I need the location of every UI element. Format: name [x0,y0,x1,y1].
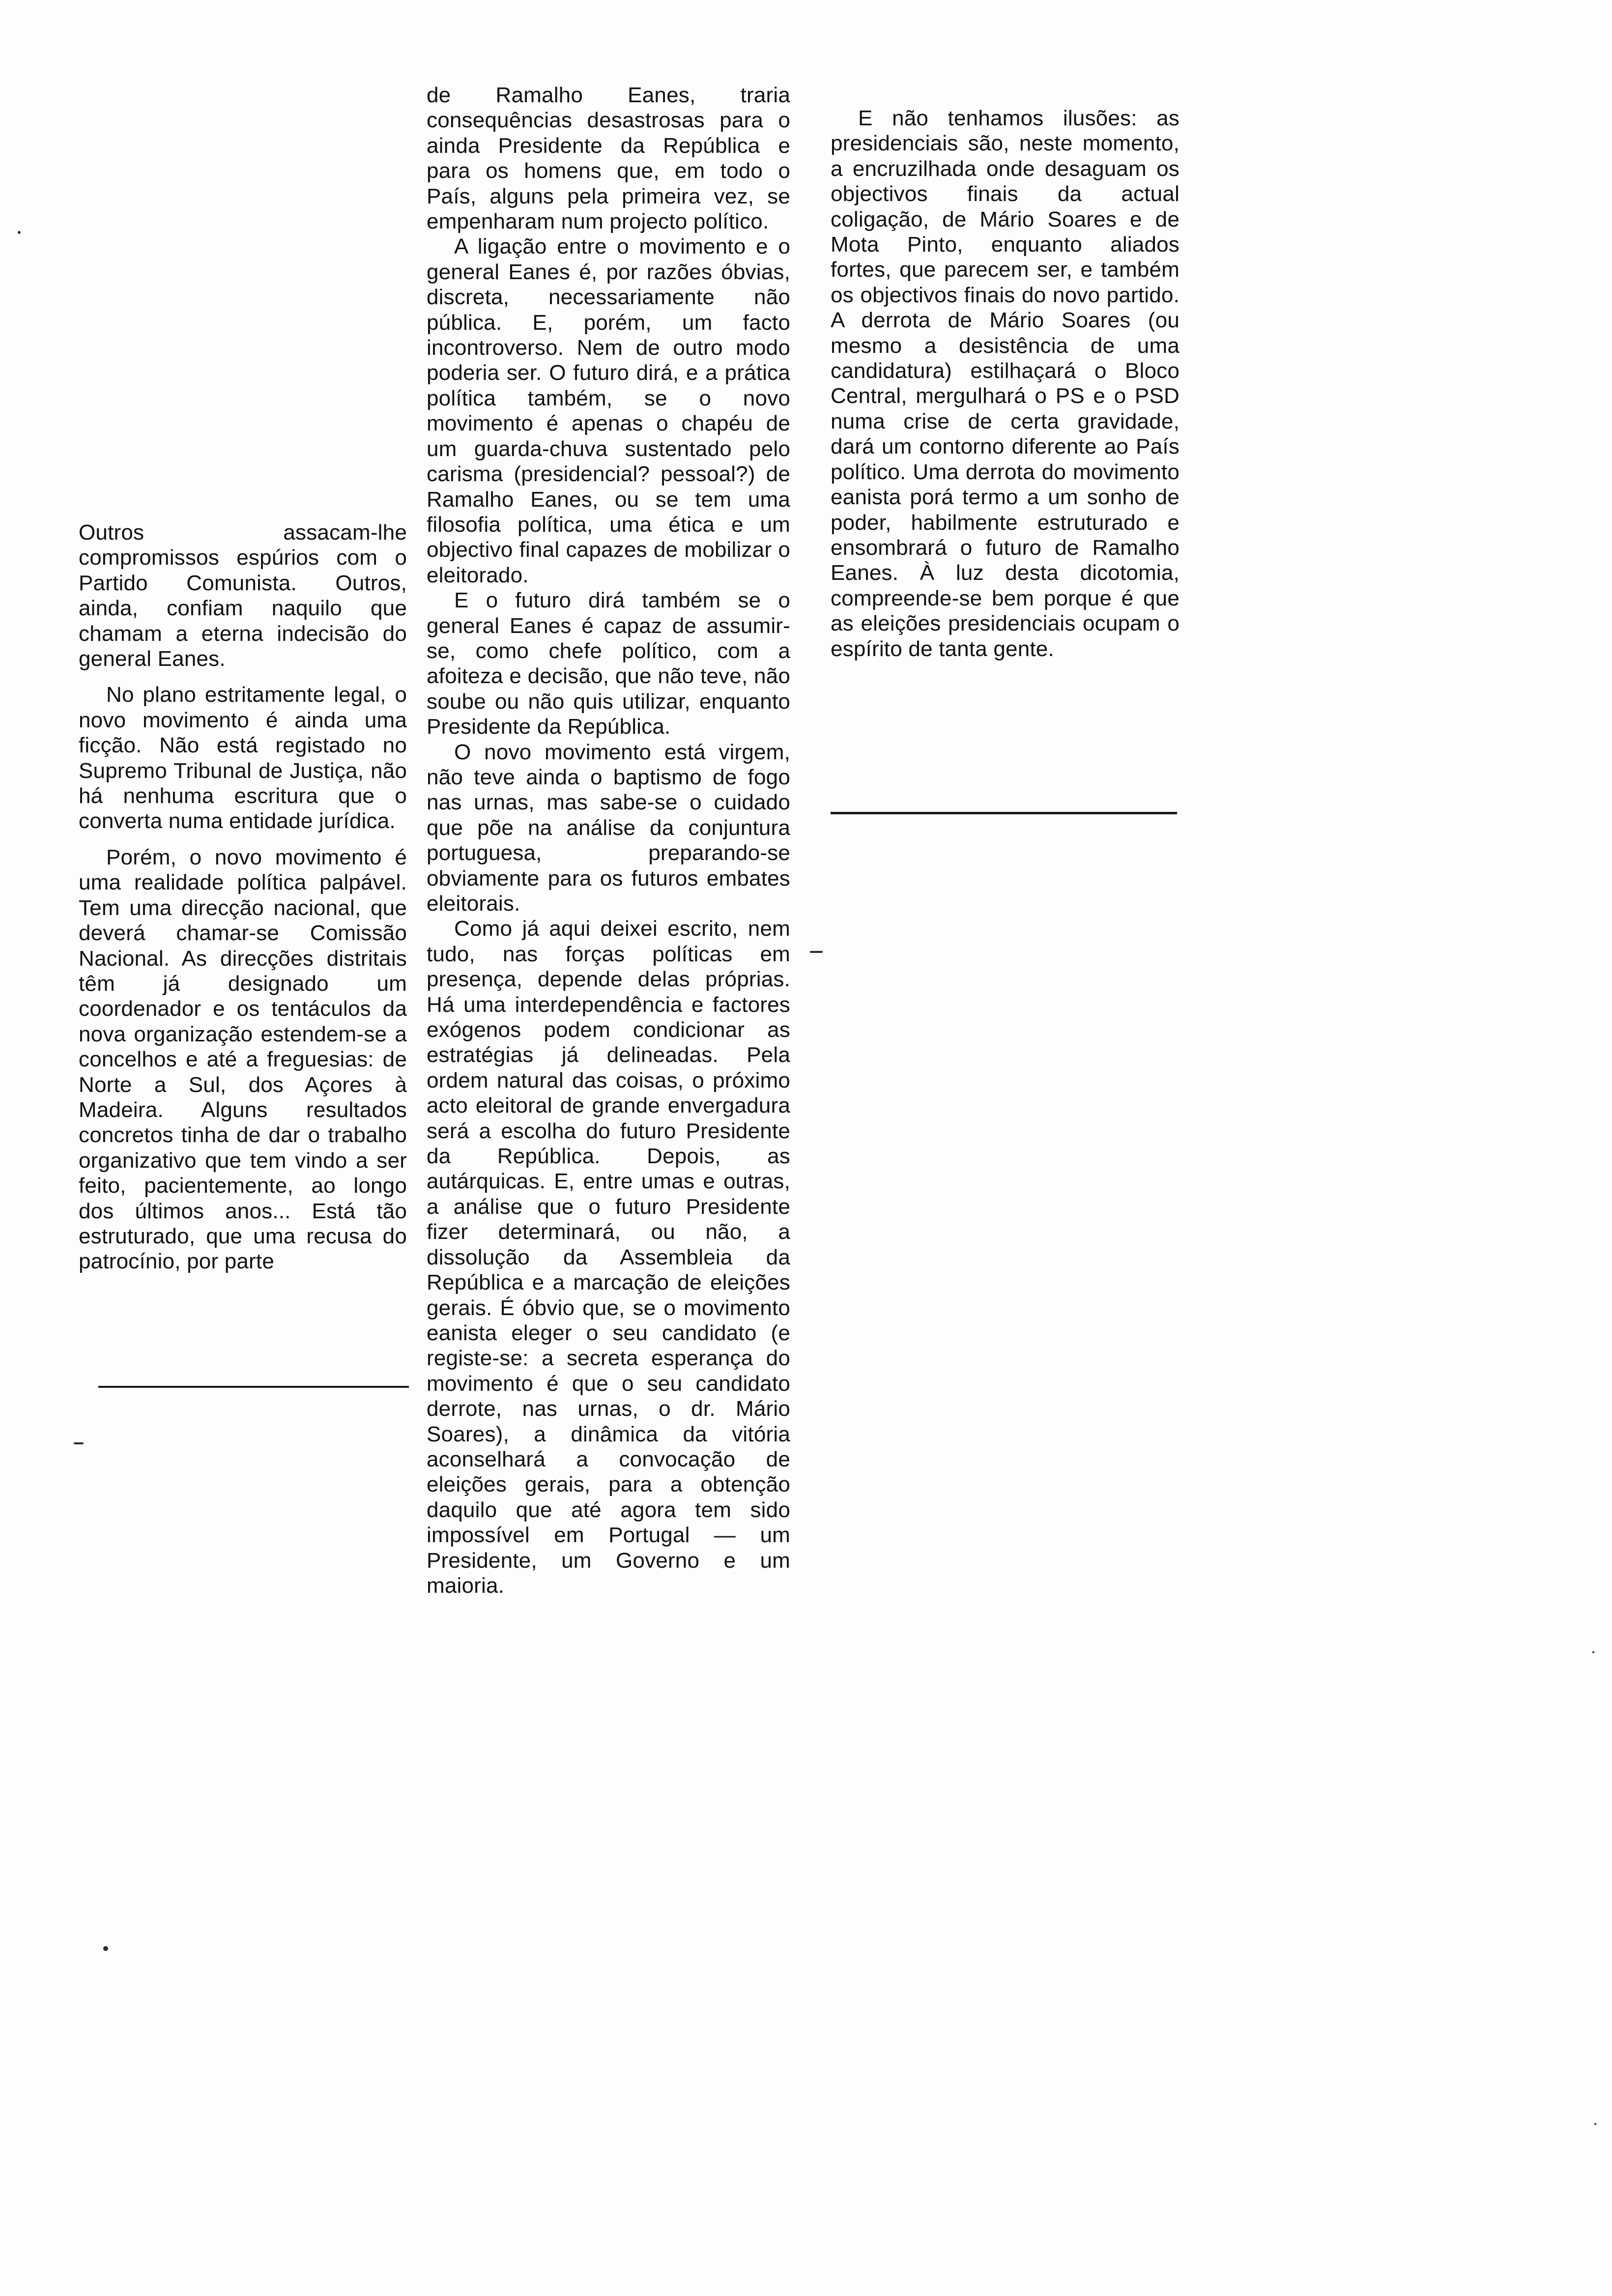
paragraph: E não tenhamos ilusões: as presidenciais são, neste momento, a encruzilhada onde desaguam os objectivos finais da actual coligação, de Mário Soares e de Mota Pinto, enquanto aliados fortes, que parecem ser, e também os objectivos finais do novo partido. A derrota de Mário Soares (ou mesmo a desistência de uma candidatura) estilhaçará o Bloco Central, mergulhará o PS e o PSD numa crise de certa gravidade, dará um contorno diferente ao País político. Uma derrota do movimento eanista porá termo a um sonho de poder, habilmente estruturado e ensombrará o futuro de Ramalho Eanes. À luz desta dicotomia, compreende-se bem porque é que as eleições presidenciais ocupam o espírito de tanta gente. [831,106,1180,661]
paragraph: E o futuro dirá também se o general Eanes é capaz de assumir-se, como chefe político, com a afoiteza e decisão, que não teve, não soube ou não quis utilizar, enquanto Presidente da República. [427,588,790,739]
scan-speck [1592,1651,1594,1653]
scan-speck [103,1946,108,1951]
paragraph: No plano estritamente legal, o novo movimento é ainda uma ficção. Não está registado no Supremo Tribunal de Justiça, não há nenhuma escritura que o converta numa entidade jurídica. [79,683,407,833]
scan-speck [810,951,823,953]
column-end-rule [98,1386,409,1388]
column-end-rule [831,812,1177,814]
paragraph: Porém, o novo movimento é uma realidade política palpável. Tem uma direcção nacional, que deverá chamar-se Comissão Nacional. As direcções distritais têm já designado um coordenador e os tentáculos da nova organização estendem-se a concelhos e até a freguesias: de Norte a Sul, dos Açores à Madeira. Alguns resultados concretos tinha de dar o trabalho organizativo que tem vindo a ser feito, pacientemente, ao longo dos últimos anos... Está tão estruturado, que uma recusa do patrocínio, por parte [79,845,407,1274]
article-column-3 [831,106,1180,661]
paragraph: de Ramalho Eanes, traria consequências desastrosas para o ainda Presidente da República e para os homens que, em todo o País, alguns pela primeira vez, se empenharam num projecto político. [427,83,790,234]
article-column-1 [79,520,407,1274]
paragraph: Como já aqui deixei escrito, nem tudo, nas forças políticas em presença, depende delas próprias. Há uma interdependência e factores exógenos podem condicionar as estratégias já delineadas. Pela ordem natural das coisas, o próximo acto eleitoral de grande envergadura será a escolha do futuro Presidente da República. Depois, as autárquicas. E, entre umas e outras, a análise que o futuro Presidente fizer determinará, ou não, a dissolução da Assembleia da República e a marcação de eleições gerais. É óbvio que, se o movimento eanista eleger o seu candidato (e registe-se: a secreta esperança do movimento é que o seu candidato derrote, nas urnas, o dr. Mário Soares), a dinâmica da vitória aconselhará a convocação de eleições gerais, para a obtenção daquilo que até agora tem sido impossível em Portugal — um Presidente, um Governo e um maioria. [427,917,790,1598]
paragraph: A ligação entre o movimento e o general Eanes é, por razões óbvias, discreta, necessariamente não pública. E, porém, um facto incontroverso. Nem de outro modo poderia ser. O futuro dirá, e a prática política também, se o novo movimento é apenas o chapéu de um guarda-chuva sustentado pelo carisma (presidencial? pessoal?) de Ramalho Eanes, ou se tem uma filosofia política, uma ética e um objectivo final capazes de mobilizar o eleitorado. [427,234,790,587]
article-column-2 [427,83,790,1598]
paragraph: Outros assacam-lhe compromissos espúrios com o Partido Comunista. Outros, ainda, confiam naquilo que chamam a eterna indecisão do general Eanes. [79,520,407,671]
scan-speck [1594,2123,1596,2125]
scan-speck [74,1442,84,1444]
scan-speck [18,231,21,234]
paragraph: O novo movimento está virgem, não teve ainda o baptismo de fogo nas urnas, mas sabe-se o cuidado que põe na análise da conjuntura portuguesa, preparando-se obviamente para os futuros embates eleitorais. [427,740,790,916]
